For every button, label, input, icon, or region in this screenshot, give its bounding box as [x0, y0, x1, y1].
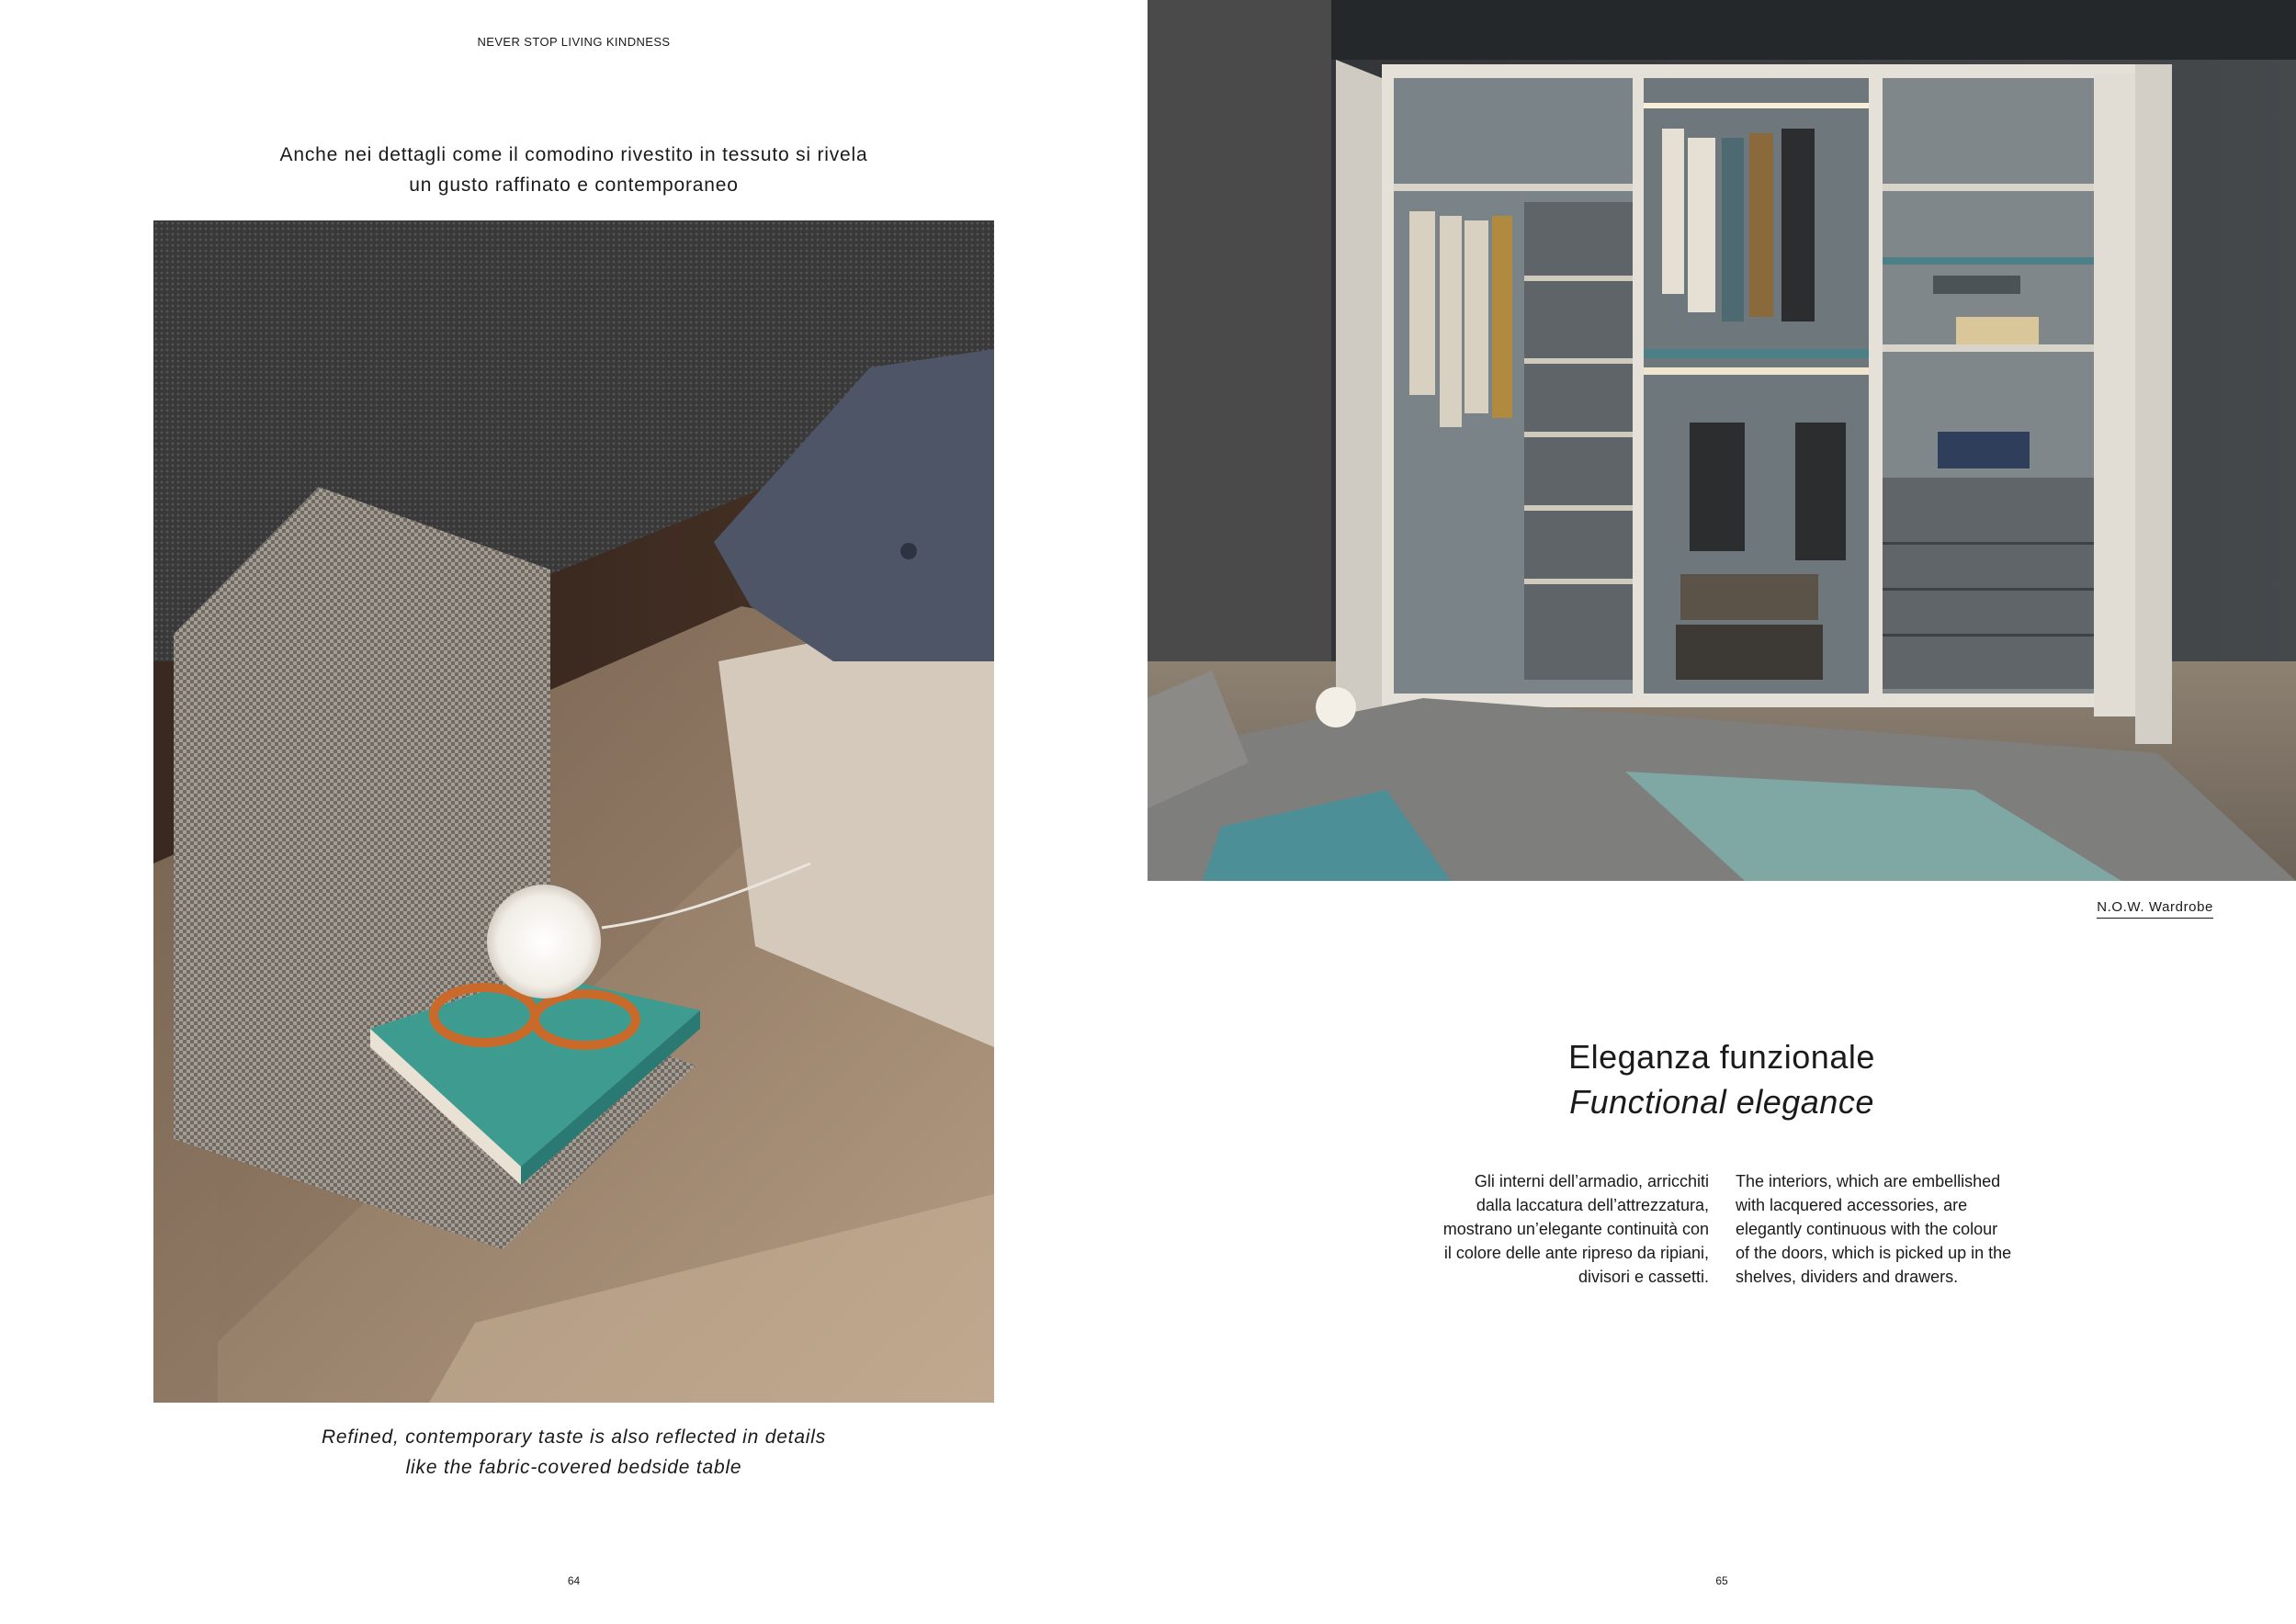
caption-italian: Anche nei dettagli come il comodino rivestito in tessuto si rivela un gusto raffinato e contemporaneo — [279, 144, 868, 196]
running-head: NEVER STOP LIVING KINDNESS — [477, 35, 671, 49]
photo-label: N.O.W. Wardrobe — [2097, 899, 2213, 919]
right-page — [1148, 0, 2296, 1624]
body-text-english: The interiors, which are embellished with lacquered accessories, are elegantly continuous with the colour of the doors, which is picked up in the shelves, dividers and drawers. — [1736, 1172, 2012, 1286]
wardrobe-photo — [1148, 0, 2296, 881]
body-text-italian: Gli interni dell’armadio, arricchiti dalla laccatura dell’attrezzatura, mostrano un’elegante continuità con il colore delle ante ripreso da ripiani, divisori e cassetti. — [1442, 1172, 1709, 1286]
page-number-left: 64 — [567, 1574, 581, 1587]
heading-italian: Eleganza funzionale — [1568, 1038, 1875, 1076]
heading-english: Functional elegance — [1569, 1083, 1874, 1121]
bedside-table-photo — [153, 220, 994, 1403]
page-number-right: 65 — [1715, 1574, 1728, 1587]
caption-english: Refined, contemporary taste is also reflected in details like the fabric-covered bedside table — [321, 1427, 827, 1478]
